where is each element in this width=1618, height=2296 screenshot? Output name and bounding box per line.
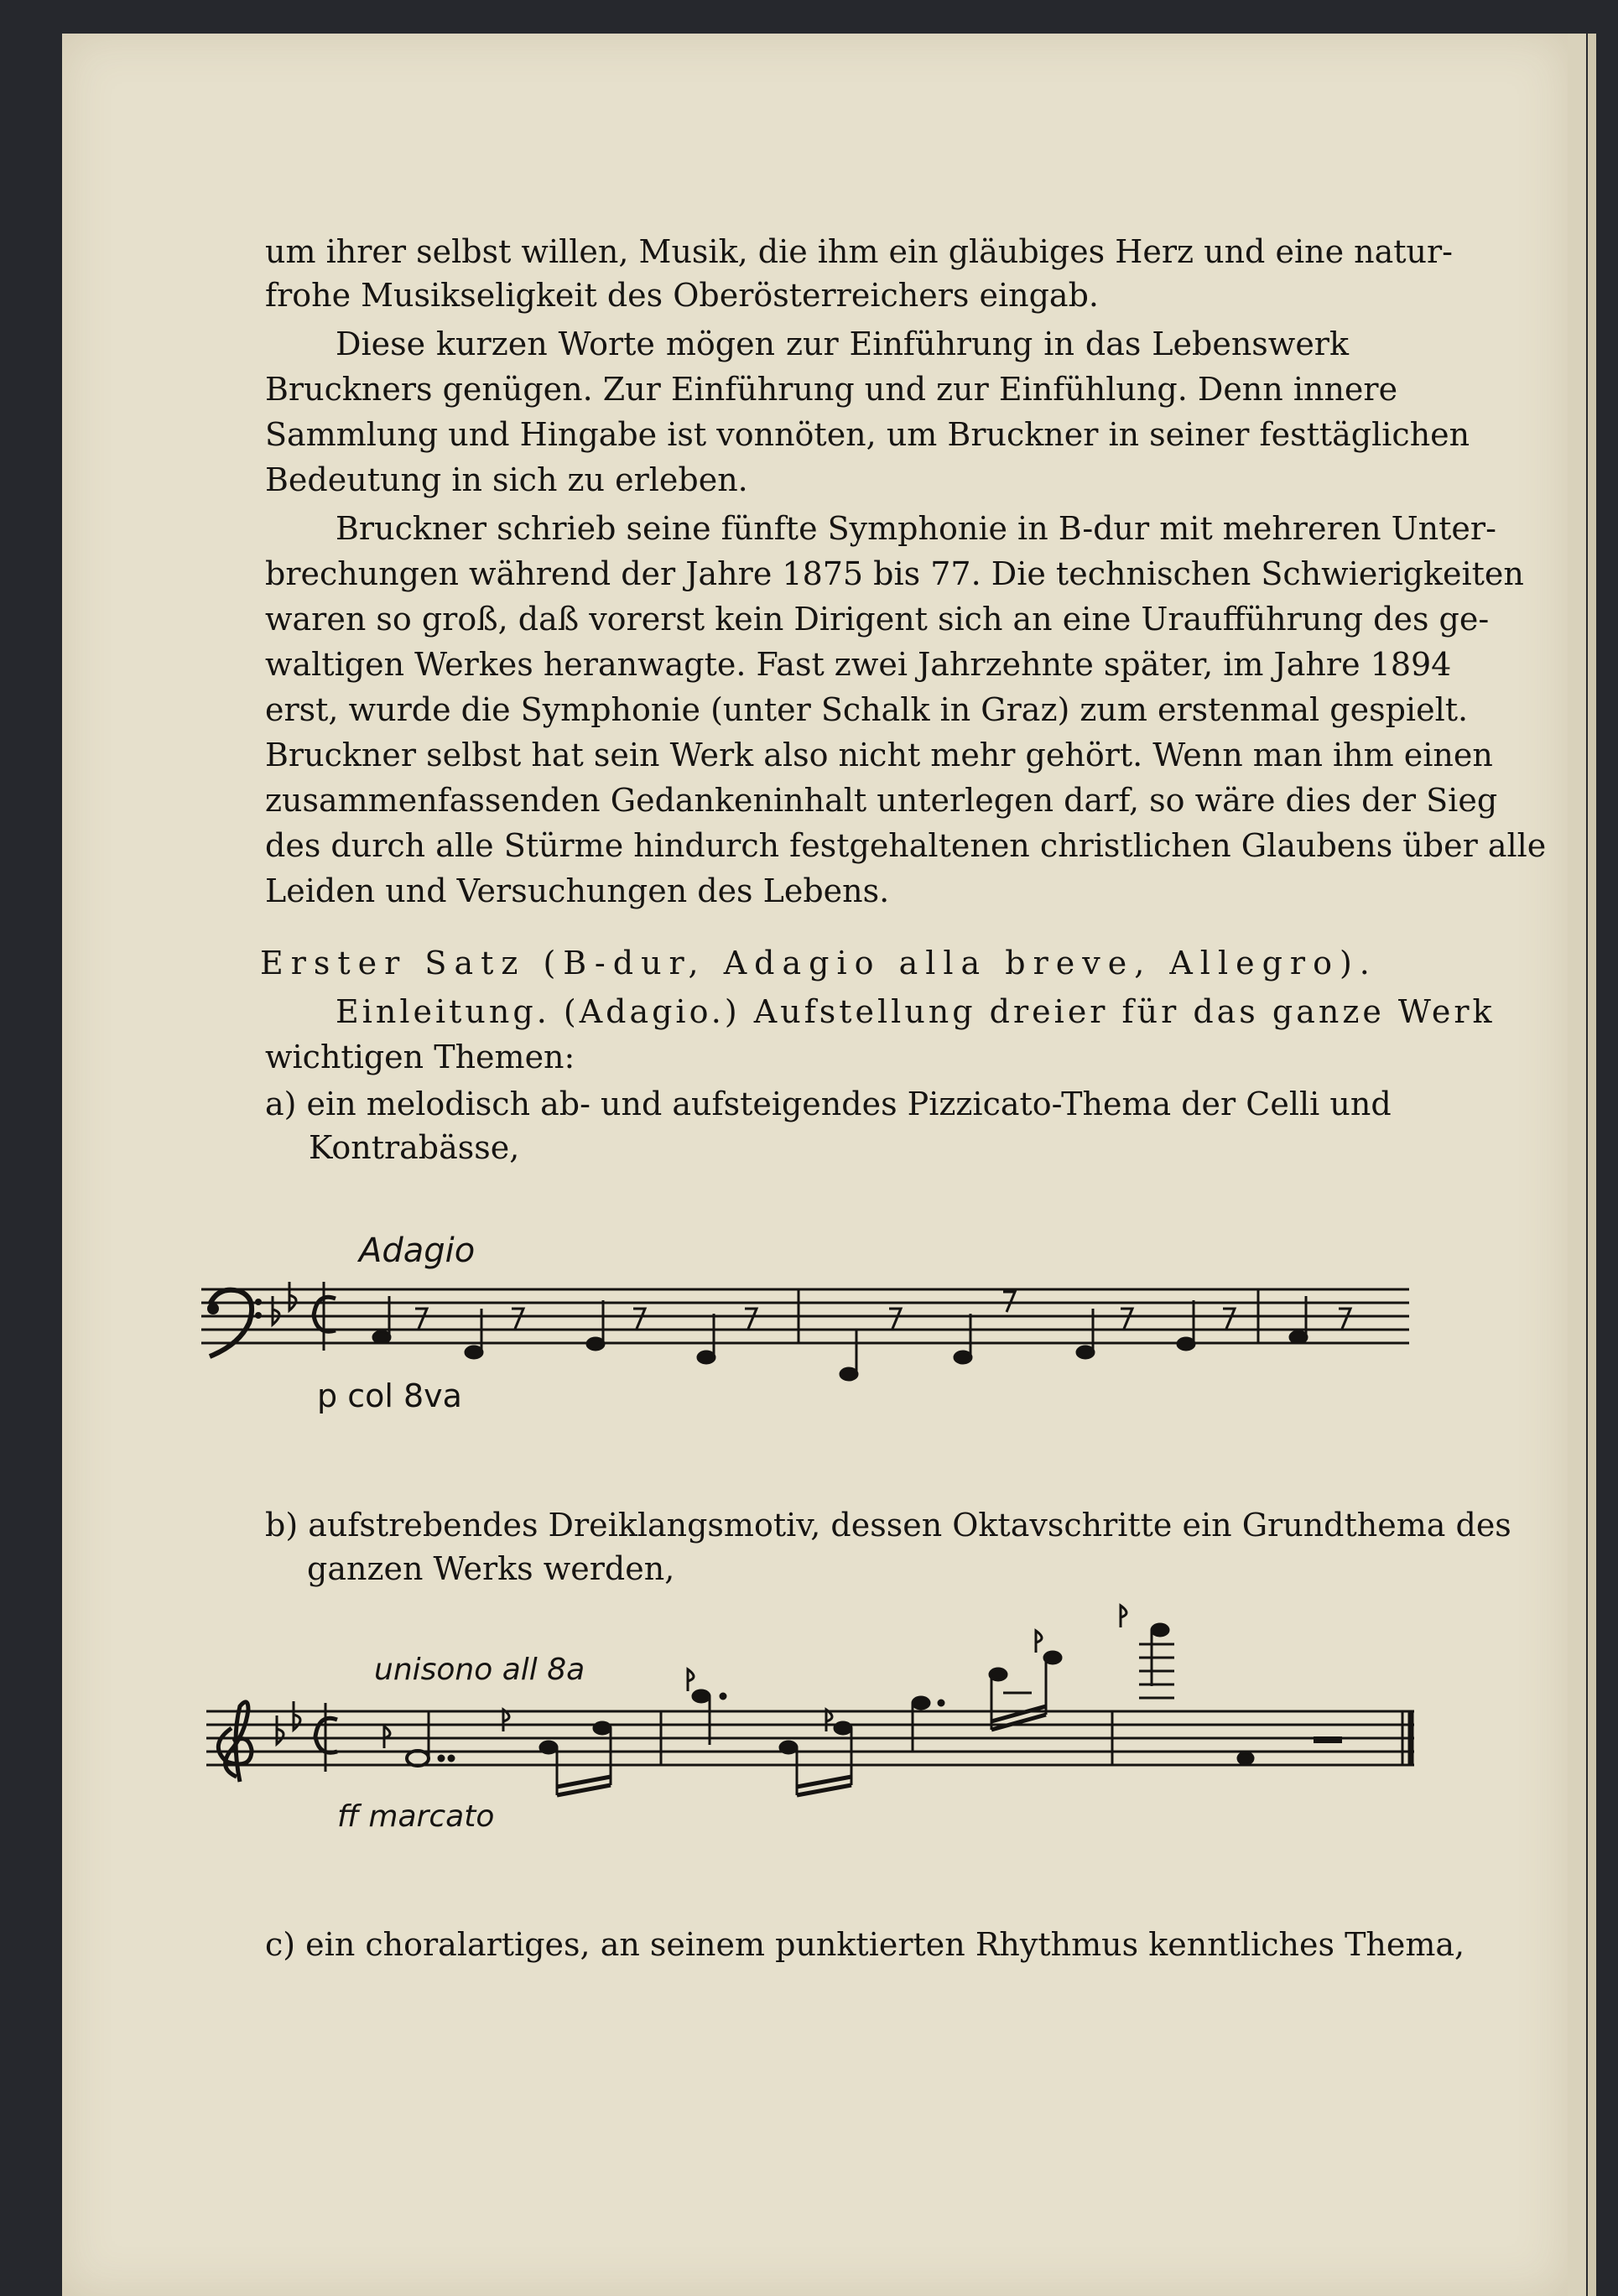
text-line: Einleitung. (Adagio.) Aufstellung dreier für das ganze Werk (336, 993, 1496, 1030)
text-line: Bedeutung in sich zu erleben. (265, 461, 748, 498)
text-line: um ihrer selbst willen, Musik, die ihm ein gläubiges Herz und eine natur- (265, 233, 1454, 270)
text-line: wichtigen Themen: (265, 1039, 575, 1075)
text-line: Bruckner schrieb seine fünfte Symphonie in B-dur mit mehreren Unter- (336, 510, 1496, 547)
text-line: brechungen während der Jahre 1875 bis 77. Die technischen Schwierigkeiten (265, 555, 1524, 592)
text-line: des durch alle Stürme hindurch festgehaltenen christlichen Glaubens über alle (265, 827, 1547, 864)
text-line: Bruckner selbst hat sein Werk also nicht mehr gehört. Wenn man ihm einen (265, 737, 1493, 773)
text-line: waltigen Werkes heranwagte. Fast zwei Jahrzehnte später, im Jahre 1894 (265, 646, 1452, 683)
text-line: zusammenfassenden Gedankeninhalt unterlegen darf, so wäre dies der Sieg (265, 782, 1498, 819)
text-line: waren so groß, daß vorerst kein Dirigent sich an eine Uraufführung des ge- (265, 601, 1490, 638)
text-line: c) ein choralartiges, an seinem punktierten Rhythmus kenntliches Thema, (265, 1926, 1465, 1963)
text-line: a) ein melodisch ab- und aufsteigendes Pizzicato-Thema der Celli und (265, 1086, 1392, 1122)
tempo-marking: Adagio (359, 1231, 476, 1270)
dynamic-marking: ff marcato (337, 1799, 495, 1834)
text-line: ganzen Werks werden, (307, 1550, 675, 1587)
text-line: Diese kurzen Worte mögen zur Einführung in das Lebenswerk (336, 325, 1349, 362)
text-line: erst, wurde die Symphonie (unter Schalk in Graz) zum erstenmal gespielt. (265, 691, 1469, 728)
instruction-marking: unisono all 8a (374, 1653, 585, 1687)
text-line: Bruckners genügen. Zur Einführung und zur Einfühlung. Denn innere (265, 371, 1398, 408)
text-line: frohe Musikseligkeit des Oberösterreichers eingab. (265, 277, 1099, 314)
text-line: Sammlung und Hingabe ist vonnöten, um Bruckner in seiner festtäglichen (265, 416, 1470, 453)
dynamic-marking: p col 8va (317, 1377, 462, 1414)
heading-line: Erster Satz (B-dur, Adagio alla breve, Allegro). (260, 945, 1377, 981)
text-line: b) aufstrebendes Dreiklangsmotiv, dessen Oktavschritte ein Grundthema des (265, 1507, 1511, 1544)
text-line: Leiden und Versuchungen des Lebens. (265, 872, 890, 909)
text-line: Kontrabässe, (309, 1129, 520, 1166)
